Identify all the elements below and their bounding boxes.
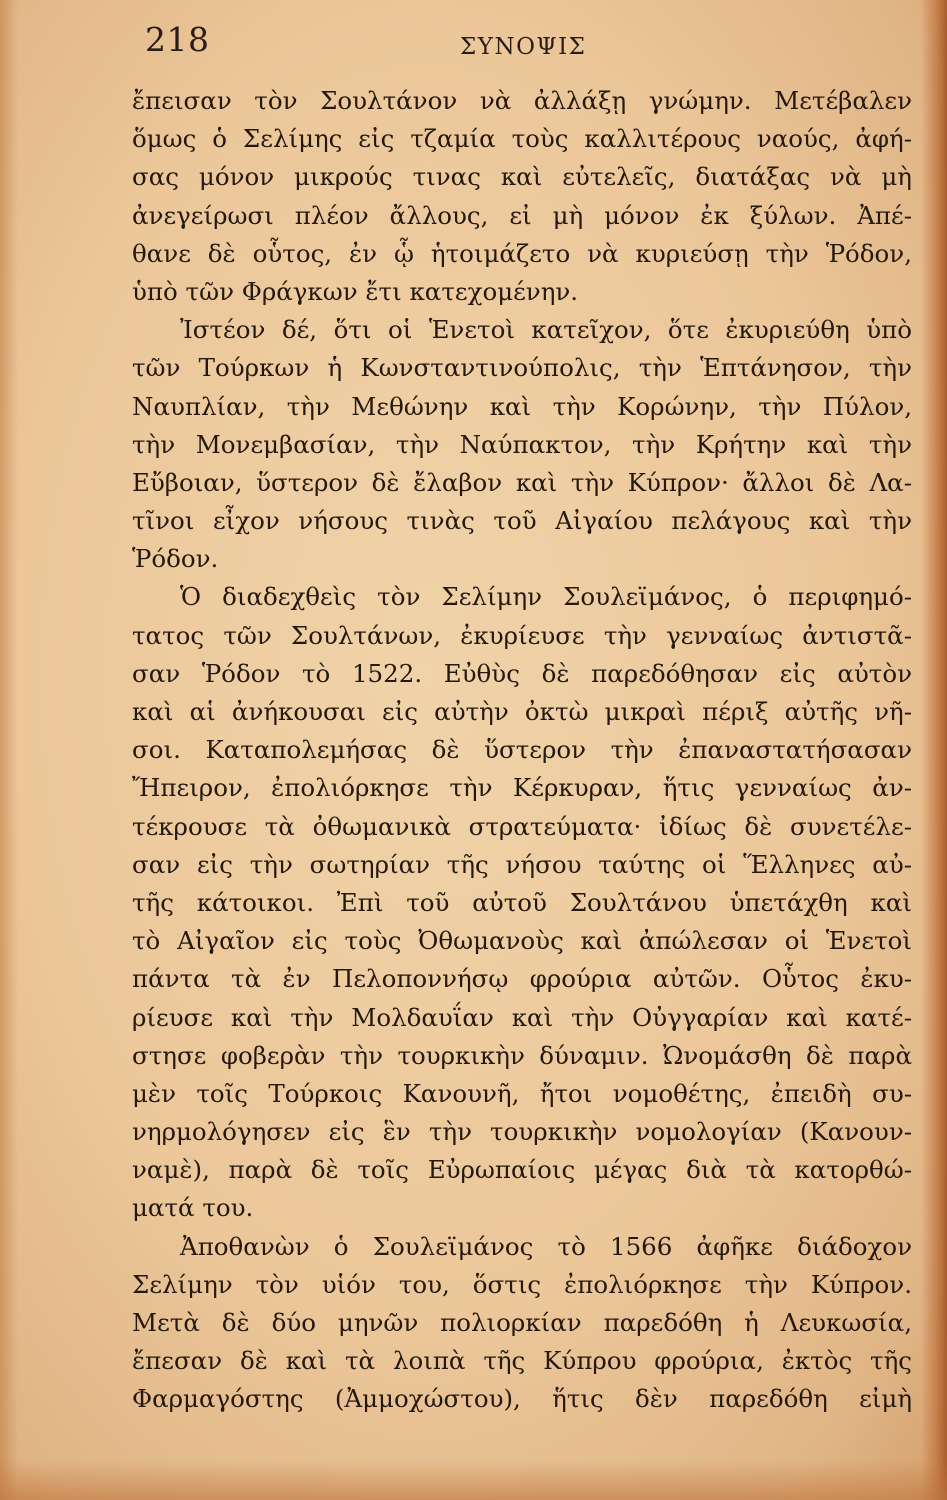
page-header (0, 14, 947, 64)
page-edge-shadow-right (921, 0, 947, 1500)
text-line: Ἤπειρον, ἐπολιόρκησε τὴν Κέρκυραν, ἥτις γενναίως ἀν- (132, 773, 912, 803)
text-line: σαν Ῥόδον τὸ 1522. Εὐθὺς δὲ παρεδόθησαν εἰς αὐτὸν (132, 658, 912, 688)
text-line: ρίευσε καὶ τὴν Μολδαυΐαν καὶ τὴν Οὐγγαρίαν καὶ κατέ- (132, 1002, 912, 1032)
text-line: ἔπεσαν δὲ καὶ τὰ λοιπὰ τῆς Κύπρου φρούρια, ἐκτὸς τῆς (132, 1346, 912, 1376)
text-line: ὑπὸ τῶν Φράγκων ἔτι κατεχομένην. (132, 276, 579, 306)
text-line: Σελίμην τὸν υἱόν του, ὅστις ἐπολιόρκησε τὴν Κύπρον. (132, 1269, 912, 1299)
text-line: τέκρουσε τὰ ὀθωμανικὰ στρατεύματα· ἰδίως δὲ συνετέλε- (132, 811, 912, 841)
text-line: ἔπεισαν τὸν Σουλτάνον νὰ ἀλλάξῃ γνώμην. Μετέβαλεν (132, 86, 912, 115)
page-body-text (132, 82, 912, 1419)
text-line: στησε φοβερὰν τὴν τουρκικὴν δύναμιν. Ὠνομάσθη δὲ παρὰ (132, 1040, 912, 1070)
page-number: 218 (145, 20, 210, 59)
text-line: καὶ αἱ ἀνήκουσαι εἰς αὐτὴν ὀκτὼ μικραὶ πέριξ αὐτῆς νῆ- (132, 697, 912, 726)
text-line: Εὔβοιαν, ὕστερον δὲ ἔλαβον καὶ τὴν Κύπρον· ἄλλοι δὲ Λα- (132, 467, 912, 497)
text-line: νηρμολόγησεν εἰς ἓν τὴν τουρκικὴν νομολογίαν (Κανουν- (132, 1117, 912, 1147)
text-line: σοι. Καταπολεμήσας δὲ ὕστερον τὴν ἐπαναστατήσασαν (132, 735, 912, 765)
text-line: τατος τῶν Σουλτάνων, ἐκυρίευσε τὴν γενναίως ἀντιστᾶ- (132, 620, 912, 650)
text-line: τὸ Αἰγαῖον εἰς τοὺς Ὀθωμανοὺς καὶ ἀπώλεσαν οἱ Ἑνετοὶ (132, 926, 912, 956)
text-line: ὅμως ὁ Σελίμης εἰς τζαμία τοὺς καλλιτέρους ναούς, ἀφή- (132, 124, 912, 154)
text-line: ματά του. (132, 1193, 254, 1223)
page-edge-shadow-left (0, 0, 18, 1500)
text-line: σας μόνον μικρούς τινας καὶ εὐτελεῖς, διατάξας νὰ μὴ (132, 162, 912, 192)
text-line: τῖνοι εἶχον νήσους τινὰς τοῦ Αἰγαίου πελάγους καὶ τὴν (132, 506, 912, 536)
text-line: Ῥόδον. (132, 544, 219, 574)
text-line: τὴν Μονεμβασίαν, τὴν Ναύπακτον, τὴν Κρήτην καὶ τὴν (132, 429, 912, 459)
running-title: ΣΥΝΟΨΙΣ (460, 34, 587, 60)
text-line: ναμὲ), παρὰ δὲ τοῖς Εὐρωπαίοις μέγας διὰ τὰ κατορθώ- (132, 1155, 912, 1185)
text-line: Ἀποθανὼν ὁ Σουλεϊμάνος τὸ 1566 ἀφῆκε διάδοχον (180, 1231, 912, 1261)
text-line: Ἰστέον δέ, ὅτι οἱ Ἑνετοὶ κατεῖχον, ὅτε ἐκυριεύθη ὑπὸ (180, 315, 912, 345)
text-line: Ναυπλίαν, τὴν Μεθώνην καὶ τὴν Κορώνην, τὴν Πύλον, (132, 391, 912, 421)
text-line: θανε δὲ οὗτος, ἐν ᾧ ἡτοιμάζετο νὰ κυριεύσῃ τὴν Ῥόδον, (132, 238, 912, 268)
text-line: Μετὰ δὲ δύο μηνῶν πολιορκίαν παρεδόθη ἡ Λευκωσία, (132, 1308, 912, 1337)
page-edge-shadow-bottom (0, 1460, 947, 1500)
text-line: τῶν Τούρκων ἡ Κωνσταντινούπολις, τὴν Ἑπτάνησον, τὴν (132, 353, 912, 383)
text-line: ἀνεγείρωσι πλέον ἄλλους, εἰ μὴ μόνον ἐκ ξύλων. Ἀπέ- (132, 200, 912, 230)
text-line: μὲν τοῖς Τούρκοις Κανουνῆ, ἤτοι νομοθέτης, ἐπειδὴ συ- (132, 1078, 912, 1108)
text-line: πάντα τὰ ἐν Πελοποννήσῳ φρούρια αὐτῶν. Οὗτος ἐκυ- (132, 964, 912, 994)
text-line: Ὁ διαδεχθεὶς τὸν Σελίμην Σουλεϊμάνος, ὁ περιφημό- (180, 582, 912, 612)
text-line: Φαρμαγόστης (Ἀμμοχώστου), ἥτις δὲν παρεδόθη εἰμὴ (132, 1384, 912, 1414)
text-line: σαν εἰς τὴν σωτηρίαν τῆς νήσου ταύτης οἱ Ἕλληνες αὐ- (132, 849, 912, 879)
text-line: τῆς κάτοικοι. Ἐπὶ τοῦ αὐτοῦ Σουλτάνου ὑπετάχθη καὶ (132, 887, 912, 917)
